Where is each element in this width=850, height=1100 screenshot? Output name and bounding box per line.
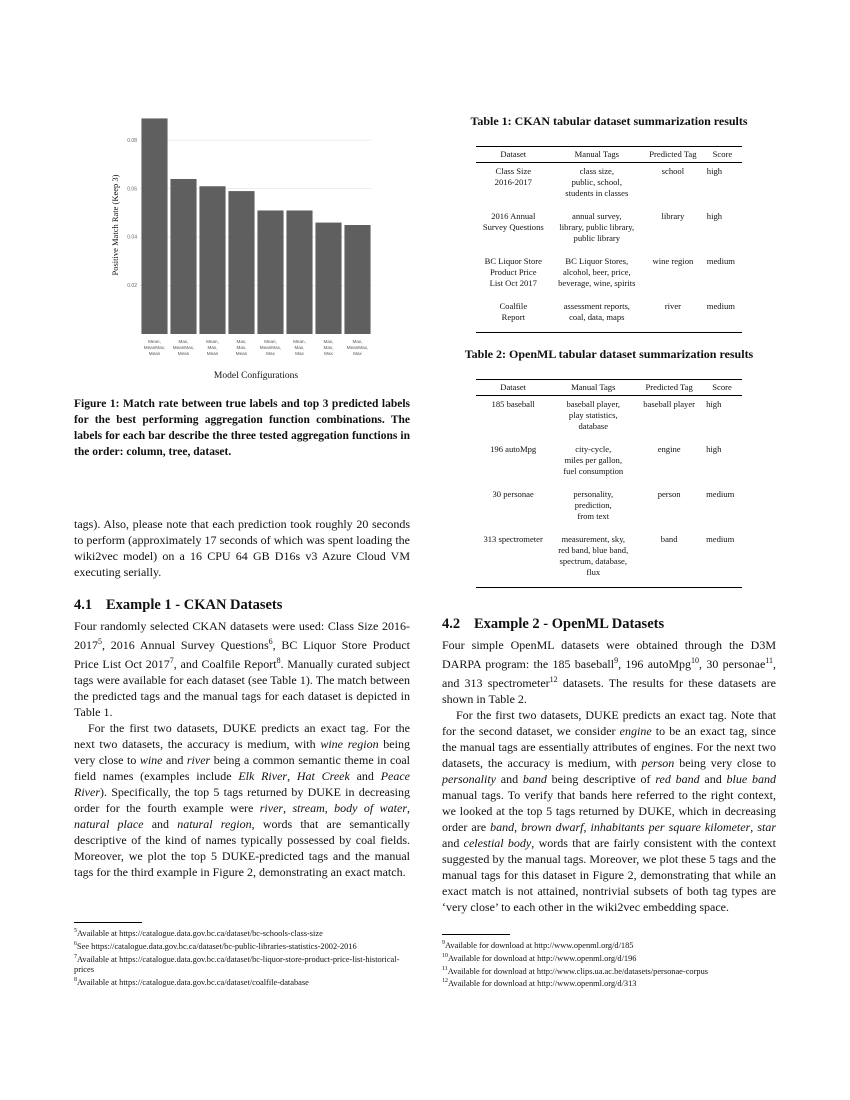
- italic-term: Peace River: [74, 769, 411, 799]
- footnote-text: Available for download at http://www.clips.ua.ac.be/datasets/personae-corpus: [447, 966, 709, 976]
- manual-tags-cell-line: database: [578, 421, 609, 431]
- score-cell: medium: [706, 301, 735, 311]
- x-tick-label: Mean,: [264, 339, 277, 344]
- section-4-2-heading: [442, 616, 776, 633]
- x-tick-label: Max,: [294, 345, 305, 350]
- text-run: and: [349, 769, 381, 783]
- dataset-cell-line: List Oct 2017: [489, 278, 537, 288]
- x-tick-label: Mean: [148, 351, 161, 356]
- dataset-cell: [476, 531, 550, 588]
- italic-term: inhabitants per square kilometer: [590, 820, 751, 834]
- x-tick-label: Max,: [178, 339, 189, 344]
- x-tick-label: MeanMax,: [143, 345, 166, 350]
- manual-tags-cell-line: public library: [573, 233, 621, 243]
- bar: [286, 210, 312, 334]
- footnote-number: 7: [74, 953, 77, 960]
- dataset-cell-line: 185 baseball: [491, 399, 535, 409]
- italic-term: band: [490, 820, 515, 834]
- manual-tags-cell-line: miles per gallon,: [564, 455, 623, 465]
- footnote-ref: 10: [691, 656, 700, 665]
- text-run: and: [496, 772, 523, 786]
- footnote-text: Available for download at http://www.openml.org/d/185: [445, 940, 634, 950]
- text-run: , and 313 spectrometer: [442, 657, 776, 690]
- section-4-1-paragraph-2: [74, 720, 410, 880]
- score-cell: medium: [706, 489, 735, 499]
- manual-tags-cell-line: coal, data, maps: [569, 312, 625, 322]
- italic-term: body of water: [334, 801, 408, 815]
- italic-term: engine: [619, 724, 652, 738]
- text-run: being descriptive of: [546, 772, 656, 786]
- text-run: being a common semantic theme in coal field names (examples include: [74, 753, 411, 783]
- manual-tags-cell-line: library, public library,: [559, 222, 635, 232]
- y-tick-label: 0.06: [127, 186, 137, 193]
- dataset-cell-line: 196 autoMpg: [490, 444, 537, 454]
- footnote-ref: 9: [614, 656, 619, 665]
- table-row: [476, 531, 742, 588]
- manual-tags-cell-line: annual survey,: [572, 211, 622, 221]
- text-run: ,: [324, 801, 335, 815]
- x-tick-label: Max,: [207, 345, 218, 350]
- score-cell: high: [706, 399, 722, 409]
- italic-term: personality: [442, 772, 496, 786]
- x-tick-label: Max,: [323, 339, 334, 344]
- manual-tags-cell-line: public, school,: [571, 177, 622, 187]
- footnote-text: Available at https://catalogue.data.gov.bc.ca/dataset/coalfile-database: [77, 978, 309, 988]
- footnote-number: 11: [442, 965, 448, 972]
- x-tick-label: MeanMax,: [172, 345, 195, 350]
- footnote-ref: 5: [98, 637, 102, 646]
- footnote-number: 10: [442, 952, 448, 959]
- dataset-cell-line: 313 spectrometer: [483, 534, 543, 544]
- x-tick-label: Max,: [323, 345, 334, 350]
- text-run: . Manually curated subject tags were available for each dataset (see Table 1). The match between the predicted tags and the manual tags for each dataset is depicted in Table 1.: [74, 657, 411, 719]
- y-tick-label: 0.04: [127, 234, 137, 241]
- section-4-1-paragraph-1: [74, 618, 410, 720]
- x-tick-label: Mean: [177, 351, 190, 356]
- text-run: datasets. The results for these datasets are shown in Table 2.: [442, 676, 776, 706]
- section-title: Example 1 - CKAN Datasets: [106, 597, 283, 613]
- predicted-tag-cell: baseball player: [643, 399, 696, 409]
- column-header: Dataset: [476, 380, 550, 396]
- text-run: Four randomly selected CKAN datasets were used: Class Size 2016-2017: [74, 619, 410, 652]
- dataset-cell-line: 30 personae: [492, 489, 534, 499]
- column-header: Dataset: [476, 147, 551, 163]
- table-row: [476, 253, 742, 298]
- italic-term: stream: [292, 801, 325, 815]
- predicted-tag-cell: school: [661, 166, 685, 176]
- section-4-1-heading: [74, 597, 410, 614]
- column-header: Predicted Tag: [643, 147, 703, 163]
- bar: [315, 223, 341, 334]
- footnote-ref: 6: [268, 637, 273, 646]
- table-row: [476, 486, 742, 531]
- footnote: [442, 938, 776, 951]
- table-row: [476, 208, 742, 253]
- score-cell: medium: [706, 534, 735, 544]
- footnotes-left: [74, 922, 410, 988]
- text-run: , BC Liquor Store Product Price List Oct 2017: [74, 638, 410, 671]
- bar-chart: [108, 112, 380, 382]
- italic-term: red band: [655, 772, 700, 786]
- bar: [170, 179, 196, 334]
- italic-term: wine region: [320, 737, 379, 751]
- footnote-ref: 7: [169, 656, 174, 665]
- text-run: manual tags. To verify that bands here referred to the right context, we looked at the top 5 tags returned by DUKE, which in decreasing order are: [442, 788, 776, 834]
- table-row: [476, 298, 742, 333]
- dataset-cell: [476, 208, 551, 253]
- manual-tags-cell: [550, 441, 636, 486]
- column-header: Score: [703, 147, 742, 163]
- text-run: , 30 personae: [699, 657, 766, 671]
- bar: [141, 118, 167, 334]
- section-number: 4.1: [74, 597, 93, 613]
- predicted-tag-cell: person: [657, 489, 681, 499]
- section-4-2-paragraph-2: [442, 707, 776, 915]
- text-run: ). Specifically, the top 5 tags returned by DUKE in decreasing order for the fourth example were: [74, 785, 410, 815]
- manual-tags-cell-line: class size,: [579, 166, 614, 176]
- footnote-ref: 12: [549, 675, 558, 684]
- italic-term: brown dwarf: [521, 820, 584, 834]
- x-axis-label: Model Configurations: [213, 371, 299, 381]
- footnote: [442, 964, 776, 977]
- manual-tags-cell: [551, 253, 643, 298]
- x-tick-label: MeanMax,: [346, 345, 369, 350]
- dataset-cell-line: Survey Questions: [482, 222, 544, 232]
- text-run: being very close to: [74, 737, 410, 767]
- dataset-cell: [476, 486, 550, 531]
- manual-tags-cell-line: red band, blue band,: [558, 545, 629, 555]
- predicted-tag-cell: band: [660, 534, 678, 544]
- text-run: ,: [287, 769, 297, 783]
- section-4-1: [74, 597, 410, 880]
- text-run: For the first two datasets, DUKE predicts an exact tag. Note that for the second dataset, we consider: [442, 708, 776, 738]
- manual-tags-cell-line: flux: [586, 567, 601, 577]
- x-tick-label: Max: [295, 351, 304, 356]
- dataset-cell-line: Coalfile: [499, 301, 528, 311]
- bar: [257, 210, 283, 334]
- text-run: and: [162, 753, 187, 767]
- x-tick-label: Mean,: [206, 339, 219, 344]
- table-1-wrap: [476, 146, 742, 333]
- text-run: , and Coalfile Report: [173, 657, 277, 671]
- manual-tags-cell-line: prediction,: [574, 500, 612, 510]
- y-tick-label: 0.08: [127, 137, 137, 144]
- manual-tags-cell: [551, 208, 643, 253]
- x-tick-label: Mean: [206, 351, 219, 356]
- x-tick-label: Max,: [236, 345, 247, 350]
- italic-term: Elk River: [238, 769, 288, 783]
- x-tick-label: Mean: [235, 351, 248, 356]
- column-header: Score: [702, 380, 742, 396]
- dataset-cell: [476, 396, 550, 442]
- y-tick-label: 0.02: [127, 283, 137, 290]
- text-run: and: [143, 817, 178, 831]
- text-run: being very close to: [674, 756, 776, 770]
- manual-tags-cell-line: measurement, sky,: [561, 534, 626, 544]
- text-run: , 2016 Annual Survey Questions: [102, 638, 269, 652]
- footnote: [74, 952, 410, 976]
- x-tick-label: Mean,: [293, 339, 306, 344]
- dataset-cell-line: 2016-2017: [494, 177, 532, 187]
- manual-tags-cell-line: assessment reports,: [563, 301, 630, 311]
- italic-term: person: [641, 756, 675, 770]
- footnote-ref: 11: [765, 656, 773, 665]
- footnote-number: 5: [74, 928, 77, 934]
- footnote: [442, 951, 776, 964]
- footnote-ref: 8: [276, 656, 281, 665]
- italic-term: wine: [139, 753, 163, 767]
- footnote-text: Available at https://catalogue.data.gov.bc.ca/dataset/bc-schools-class-size: [77, 928, 323, 938]
- column-header: Manual Tags: [551, 147, 643, 163]
- section-number: 4.2: [442, 616, 461, 632]
- section-4-2: [442, 616, 776, 915]
- column-header: Manual Tags: [550, 380, 636, 396]
- footnote-rule: [74, 922, 142, 923]
- footnote: [74, 975, 410, 988]
- x-tick-label: Max: [353, 351, 362, 356]
- footnote: [74, 926, 410, 939]
- footnote-number: 12: [442, 978, 448, 985]
- dataset-cell-line: Product Price: [490, 267, 537, 277]
- dataset-cell-line: Class Size: [495, 166, 532, 176]
- text-run: , words that are fairly consistent with the context suggested by the manual tags. Moreover, we plot these 5 tags and the manual tags for this dataset in Figure 2, demonstrating that while an exact match is not attained, nontrivial subsets of both tag types are ‘very close’ to each other in the wiki2vec embedding space.: [442, 836, 776, 914]
- manual-tags-cell-line: personality,: [573, 489, 614, 499]
- dataset-cell: [476, 298, 551, 333]
- manual-tags-cell-line: BC Liquor Stores,: [565, 256, 629, 266]
- x-tick-label: Mean,: [148, 339, 161, 344]
- bar: [199, 186, 225, 334]
- text-run: and: [699, 772, 727, 786]
- text-run: ,: [583, 820, 591, 834]
- manual-tags-cell-line: spectrum, database,: [559, 556, 628, 566]
- section-title: Example 2 - OpenML Datasets: [474, 616, 665, 632]
- footnote-number: 6: [74, 940, 77, 947]
- table-row: [476, 163, 742, 209]
- dataset-cell: [476, 253, 551, 298]
- table-2: [476, 379, 742, 588]
- table-2-wrap: [476, 379, 742, 588]
- score-cell: high: [706, 444, 722, 454]
- manual-tags-cell-line: city-cycle,: [575, 444, 612, 454]
- manual-tags-cell-line: fuel consumption: [563, 466, 624, 476]
- dataset-cell-line: 2016 Annual: [491, 211, 536, 221]
- text-run: ,: [750, 820, 758, 834]
- score-cell: high: [706, 166, 723, 176]
- italic-term: celestial body: [463, 836, 532, 850]
- text-run: ,: [283, 801, 293, 815]
- italic-term: star: [757, 820, 777, 834]
- manual-tags-cell: [550, 531, 636, 588]
- table-2-caption: Table 2: OpenML tabular dataset summarization results: [464, 347, 754, 361]
- bar: [344, 225, 370, 334]
- dataset-cell-line: BC Liquor Store: [484, 256, 542, 266]
- text-run: ,: [514, 820, 522, 834]
- text-run: ,: [407, 801, 411, 815]
- dataset-cell-line: Report: [501, 312, 525, 322]
- manual-tags-cell: [550, 486, 636, 531]
- table-row: [476, 396, 742, 442]
- x-tick-label: Max: [324, 351, 333, 356]
- footnote-rule: [442, 934, 510, 935]
- manual-tags-cell-line: alcohol, beer, price,: [562, 267, 631, 277]
- footnote-text: Available for download at http://www.openml.org/d/313: [448, 979, 637, 989]
- manual-tags-cell-line: from text: [577, 511, 610, 521]
- table-1-caption: Table 1: CKAN tabular dataset summarization results: [470, 114, 748, 128]
- text-run: Four simple OpenML datasets were obtained through the D3M DARPA program: the 185 baseball: [442, 638, 776, 671]
- text-run: to be an exact tag, since the manual tags are essentially attributes of engines. For the next two datasets, the accuracy is medium, with: [442, 724, 776, 770]
- italic-term: river: [186, 753, 211, 767]
- intro-paragraph: tags). Also, please note that each prediction took roughly 20 seconds to perform (approximately 17 seconds of which was spent loading the wiki2vec model) on a 16 CPU 64 GB D16s v3 Azure Cloud VM executing serially.: [74, 517, 410, 579]
- table-row: [476, 441, 742, 486]
- manual-tags-cell: [551, 298, 643, 333]
- table-1: [476, 146, 742, 333]
- y-axis-label: Positive Match Rate (Keep 3): [110, 174, 120, 276]
- column-header: Predicted Tag: [636, 380, 702, 396]
- predicted-tag-cell: wine region: [652, 256, 694, 266]
- text-run: and: [442, 836, 464, 850]
- predicted-tag-cell: river: [664, 301, 682, 311]
- manual-tags-cell: [551, 163, 643, 209]
- footnote: [74, 939, 410, 952]
- x-tick-label: Max,: [236, 339, 247, 344]
- manual-tags-cell-line: play statistics,: [568, 410, 618, 420]
- footnotes-right: [442, 934, 776, 989]
- figure-1-caption: Figure 1: Match rate between true labels and top 3 predicted labels for the best performing aggregation function combinations. The labels for each bar describe the three tested aggregation functions in the order: column, tree, dataset.: [74, 398, 410, 458]
- manual-tags-cell-line: baseball player,: [566, 399, 621, 409]
- manual-tags-cell: [550, 396, 636, 442]
- italic-term: natural place: [74, 817, 144, 831]
- text-run: For the first two datasets, DUKE predicts an exact tag. For the next two datasets, the accuracy is medium, with: [74, 721, 410, 751]
- section-4-2-paragraph-1: [442, 637, 776, 707]
- footnote-text: See https://catalogue.data.gov.bc.ca/dataset/bc-public-libraries-statistics-2002-2016: [77, 941, 357, 951]
- footnote-number: 8: [74, 977, 77, 984]
- figure-1: [108, 112, 380, 382]
- manual-tags-cell-line: students in classes: [565, 188, 629, 198]
- dataset-cell: [476, 163, 551, 209]
- x-tick-label: Max: [266, 351, 275, 356]
- score-cell: medium: [706, 256, 735, 266]
- bar: [228, 191, 254, 334]
- x-tick-label: MeanMax,: [259, 345, 282, 350]
- manual-tags-cell-line: beverage, wine, spirits: [558, 278, 636, 288]
- footnote: [442, 976, 776, 989]
- footnote-text: Available at https://catalogue.data.gov.bc.ca/dataset/bc-liquor-store-product-price-list-historical-prices: [74, 954, 400, 975]
- italic-term: band: [522, 772, 547, 786]
- predicted-tag-cell: engine: [657, 444, 681, 454]
- predicted-tag-cell: library: [661, 211, 685, 221]
- italic-term: river: [259, 801, 284, 815]
- dataset-cell: [476, 441, 550, 486]
- footnote-text: Available for download at http://www.openml.org/d/196: [448, 953, 637, 963]
- footnote-number: 9: [442, 940, 445, 946]
- x-tick-label: Max,: [352, 339, 363, 344]
- italic-term: natural region: [177, 817, 252, 831]
- text-run: , words that are semantically descriptive of the kind of names typically possessed by coal fields. Moreover, we plot the top 5 DUKE-predicted tags and the manual tags for the third example in Figure 2, demonstrating an exact match.: [74, 817, 411, 879]
- italic-term: blue band: [726, 772, 776, 786]
- italic-term: Hat Creek: [296, 769, 350, 783]
- score-cell: high: [706, 211, 723, 221]
- text-run: , 196 autoMpg: [618, 657, 692, 671]
